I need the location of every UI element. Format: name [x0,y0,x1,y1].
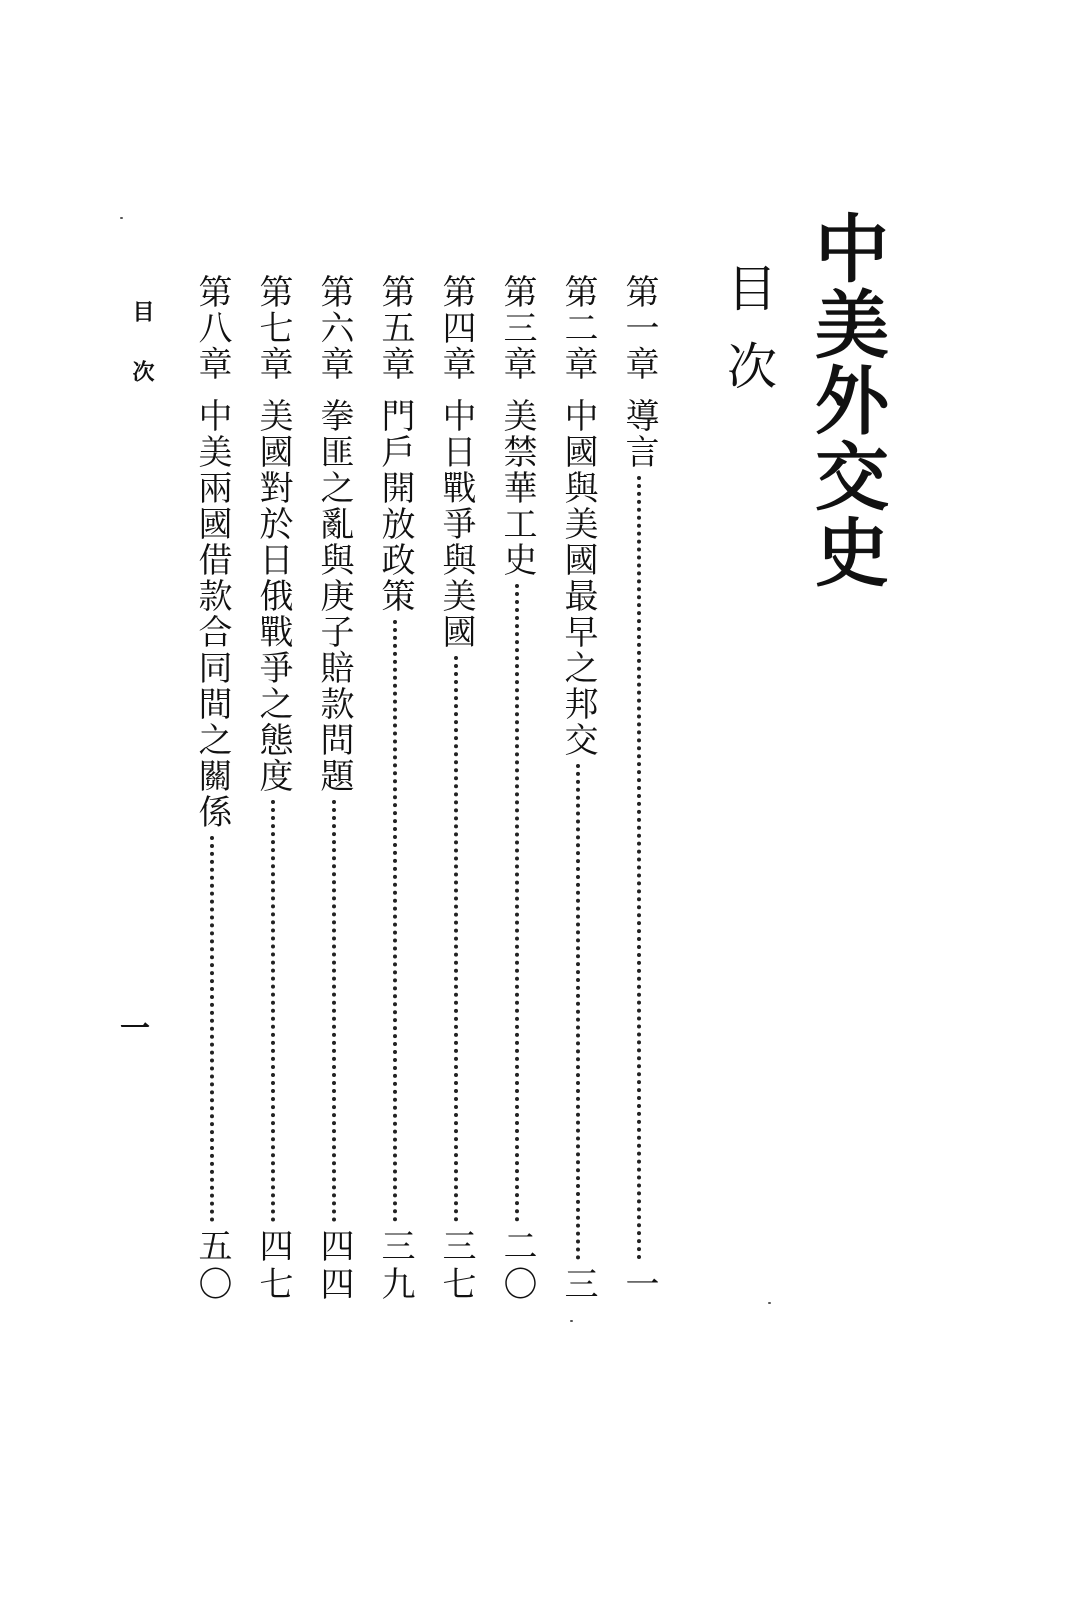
toc-entry-3[interactable] [494,274,540,1304]
toc-entry-1[interactable] [616,274,662,1304]
dot-leader [332,800,336,1222]
page-number: 四四 [314,1228,354,1304]
chapter-title: 門戶開放政策 [375,398,415,614]
running-head-char-2: 次 [129,360,155,382]
toc-entry-4[interactable] [433,274,479,1304]
chapter-number: 第五章 [375,274,415,382]
page-number: 四七 [253,1228,293,1304]
chapter-number: 第三章 [497,274,537,382]
chapter-title: 中國與美國最早之邦交 [558,398,598,758]
dot-leader [393,620,397,1222]
toc-entry-7[interactable] [250,274,296,1304]
page-number: 一 [619,1266,659,1304]
chapter-title: 中美兩國借款合同間之關係 [192,398,232,830]
chapter-number: 第四章 [436,274,476,382]
toc-entry-8[interactable] [189,274,235,1304]
toc-entry-6[interactable] [311,274,357,1304]
print-speck [570,1320,573,1322]
page-number: 五〇 [192,1228,232,1304]
chapter-title: 美禁華工史 [497,398,537,578]
dot-leader [576,764,580,1260]
page-number: 三九 [375,1228,415,1304]
book-title: 中美外交史 [803,210,889,590]
page-number: 二〇 [497,1228,537,1304]
dot-leader [454,656,458,1222]
chapter-number: 第八章 [192,274,232,382]
toc-entry-2[interactable] [555,274,601,1304]
chapter-number: 第六章 [314,274,354,382]
toc-heading-char-1: 目 [719,262,777,312]
toc-heading [719,262,777,390]
page-number: 三 [558,1266,598,1304]
toc-heading-char-2: 次 [719,340,777,390]
dot-leader [515,584,519,1222]
print-speck [768,1302,771,1304]
chapter-title: 美國對於日俄戰爭之態度 [253,398,293,794]
dot-leader [271,800,275,1222]
print-speck [120,217,123,219]
chapter-number: 第七章 [253,274,293,382]
chapter-title: 拳匪之亂與庚子賠款問題 [314,398,354,794]
folio-page-number: 一 [114,1012,149,1042]
toc-entry-5[interactable] [372,274,418,1304]
chapter-title: 導言 [619,398,659,470]
running-head-char-1: 目 [129,300,155,322]
running-head [131,300,153,382]
chapter-number: 第二章 [558,274,598,382]
chapter-number: 第一章 [619,274,659,382]
dot-leader [637,476,641,1260]
page-number: 三七 [436,1228,476,1304]
chapter-title: 中日戰爭與美國 [436,398,476,650]
dot-leader [210,836,214,1222]
